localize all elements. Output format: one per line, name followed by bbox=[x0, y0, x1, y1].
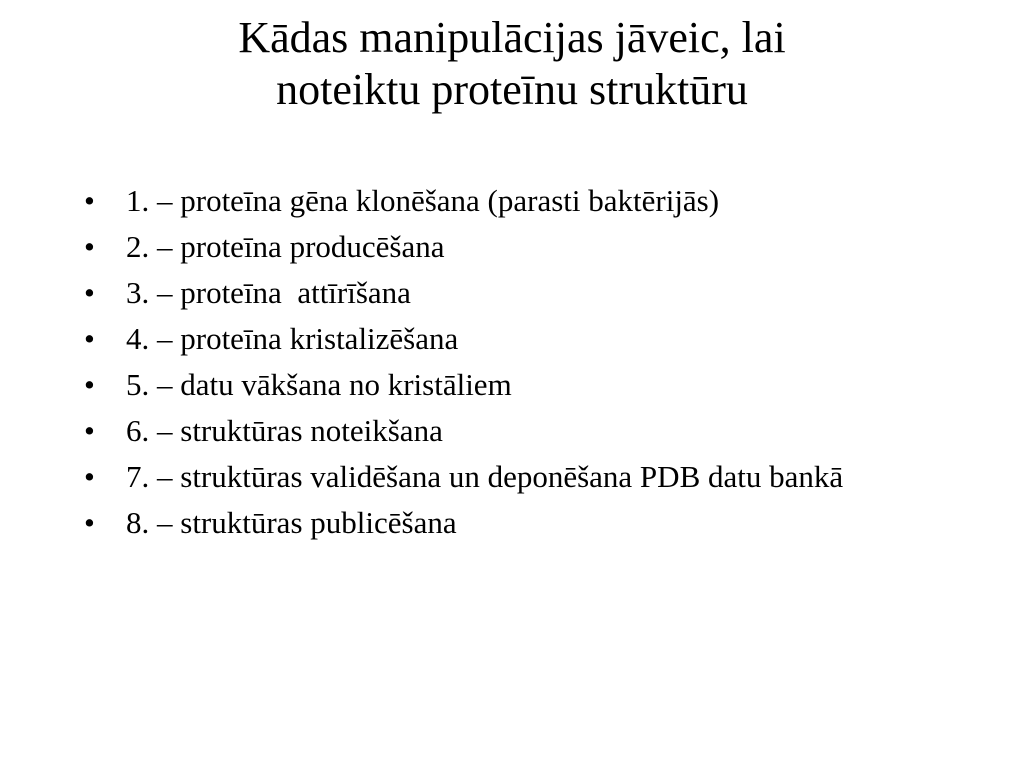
list-item-text: 8. – struktūras publicēšana bbox=[126, 505, 457, 540]
list-item-text: 1. – proteīna gēna klonēšana (parasti baktērijās) bbox=[126, 183, 720, 218]
list-item-text: 4. – proteīna kristalizēšana bbox=[126, 321, 459, 356]
bullet-icon: • bbox=[84, 183, 95, 218]
list-item bbox=[84, 321, 884, 356]
list-item-text: 2. – proteīna producēšana bbox=[126, 229, 445, 264]
list-item-text: 5. – datu vākšana no kristāliem bbox=[126, 367, 512, 402]
bullet-icon: • bbox=[84, 367, 95, 402]
bullet-icon: • bbox=[84, 413, 95, 448]
list-item bbox=[84, 413, 884, 448]
bullet-icon: • bbox=[84, 505, 95, 540]
list-item-text: 3. – proteīna attīrīšana bbox=[126, 275, 411, 310]
bullet-icon: • bbox=[84, 229, 95, 264]
list-item bbox=[84, 229, 884, 264]
list-item bbox=[84, 183, 884, 218]
slide-title bbox=[60, 12, 964, 116]
list-item-text: 7. – struktūras validēšana un deponēšana PDB datu bankā bbox=[126, 459, 844, 494]
list-item-text: 6. – struktūras noteikšana bbox=[126, 413, 443, 448]
bullet-list bbox=[84, 183, 884, 551]
list-item bbox=[84, 459, 884, 494]
slide-title-line-1: Kādas manipulācijas jāveic, lai bbox=[238, 13, 786, 62]
bullet-icon: • bbox=[84, 459, 95, 494]
list-item bbox=[84, 275, 884, 310]
bullet-icon: • bbox=[84, 321, 95, 356]
list-item bbox=[84, 367, 884, 402]
slide-title-line-2: noteiktu proteīnu struktūru bbox=[276, 65, 748, 114]
list-item bbox=[84, 505, 884, 540]
bullet-icon: • bbox=[84, 275, 95, 310]
